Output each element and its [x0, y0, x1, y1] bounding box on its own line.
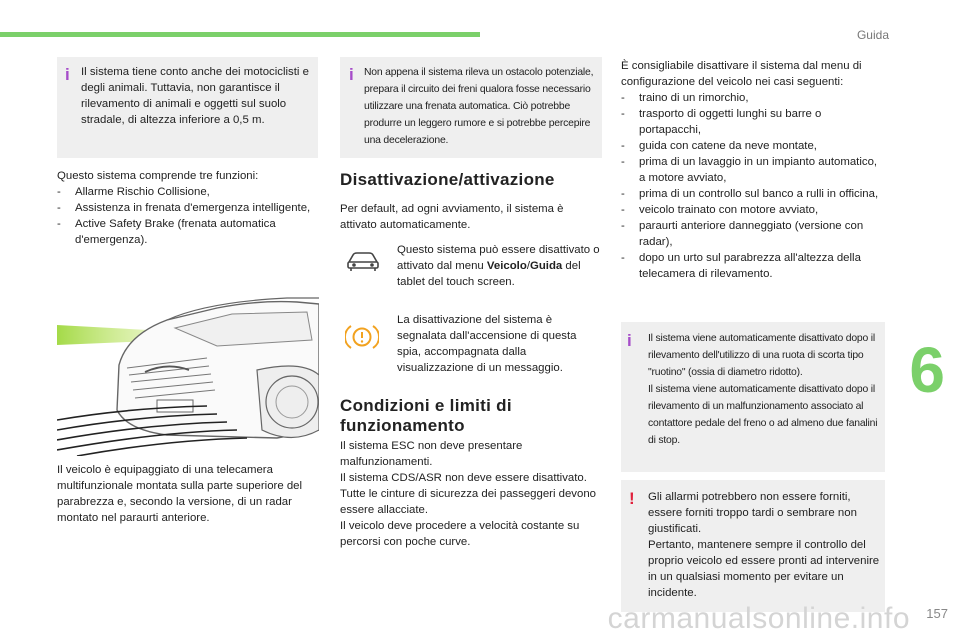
warning-note-text: Gli allarmi potrebbero non essere forniti, essere forniti troppo tardi o sembrare non giustificati. Pertanto, mantenere sempre il controllo del proprio veicolo ed essere pronti ad intervenire in un qualsiasi momento per evitare un incidente. — [648, 491, 880, 599]
list-item: - dopo un urto sul parabrezza all'altezza della telecamera di rilevamento. — [621, 250, 885, 282]
conditions-text — [340, 438, 602, 550]
info-note-text: Non appena il sistema rileva un ostacolo potenziale, prepara il circuito dei freni qualora fosse necessario utilizzare una frenata automatica. Ciò potrebbe produrre un leggero rumore e si potrebbe percepire una decelerazione. — [364, 67, 594, 146]
info-note-text: Il sistema tiene conto anche dei motociclisti e degli animali. Tuttavia, non garantisce il rilevamento di animali e oggetti sul suolo stradale, di altezza inferiore a 0,5 m. — [81, 66, 309, 126]
car-menu-icon — [346, 250, 380, 272]
menu-deactivation-text: Questo sistema può essere disattivato o attivato dal menu Veicolo/Guida del tablet del touch screen. — [397, 244, 600, 288]
condition-line: Il sistema ESC non deve presentare malfunzionamenti. — [340, 440, 523, 468]
condition-line: Il veicolo deve procedere a velocità costante su percorsi con poche curve. — [340, 520, 580, 548]
list-item: - Allarme Rischio Collisione, — [57, 184, 319, 200]
info-icon: i — [627, 331, 632, 350]
info-note-auto-deactivation — [621, 322, 885, 472]
page-number: 157 — [926, 606, 948, 621]
advice-intro: È consigliabile disattivare il sistema dal menu di configurazione del veicolo nei casi seguenti: — [621, 60, 862, 88]
functions-list — [57, 184, 319, 248]
condition-line: Il sistema CDS/ASR non deve essere disattivato. — [340, 472, 587, 484]
list-item: - veicolo trainato con motore avviato, — [621, 202, 885, 218]
disabled-warning-lamp-icon — [345, 322, 379, 352]
top-progress-bar — [0, 32, 480, 37]
heading-conditions: Condizioni e limiti di funzionamento — [340, 396, 512, 435]
lamp-text: La disattivazione del sistema è segnalata dall'accensione di questa spia, accompagnata dalla visualizzazione di un messaggio. — [397, 314, 577, 374]
menu-path-driving: Guida — [529, 260, 563, 272]
info-note-braking — [340, 57, 602, 158]
info-icon: i — [349, 65, 354, 84]
info-note-motorcyclists — [57, 57, 318, 158]
list-item: - paraurti anteriore danneggiato (versione con radar), — [621, 218, 885, 250]
car-radar-illustration — [57, 280, 319, 456]
watermark: carmanualsonline.info — [607, 602, 910, 635]
condition-line: Tutte le cinture di sicurezza dei passeggeri devono essere allacciate. — [340, 488, 597, 516]
warning-note-alerts — [621, 480, 885, 612]
section-title: Guida — [856, 28, 889, 42]
camera-description: Il veicolo è equipaggiato di una telecamera multifunzionale montata sulla parte superiore del parabrezza e, secondo la versione, di un radar montato nel paraurti anteriore. — [57, 464, 303, 524]
advice-block — [621, 58, 885, 282]
list-item: - Assistenza in frenata d'emergenza intelligente, — [57, 200, 319, 216]
heading-deactivation: Disattivazione/attivazione — [340, 170, 555, 189]
info-icon: i — [65, 65, 70, 84]
list-item: - Active Safety Brake (frenata automatica d'emergenza). — [57, 216, 319, 248]
list-item: - guida con catene da neve montate, — [621, 138, 885, 154]
info-note-text: Il sistema viene automaticamente disattivato dopo il rilevamento dell'utilizzo di una ruota di scorta tipo "ruotino" (ossia di diametro ridotto). Il sistema viene automaticamente disattivato dopo il rilevamento di un malfunzionamento associato al contattore pedale del freno o ad almeno due fanalini di stop. — [648, 333, 878, 446]
functions-block — [57, 168, 319, 248]
list-item: - prima di un controllo sul banco a rulli in officina, — [621, 186, 885, 202]
menu-path-vehicle: Veicolo — [486, 260, 527, 272]
advice-list — [621, 90, 885, 282]
functions-intro: Questo sistema comprende tre funzioni: — [57, 170, 259, 182]
list-item: - trasporto di oggetti lunghi su barre o portapacchi, — [621, 106, 885, 138]
warning-icon: ! — [629, 489, 635, 508]
list-item: - prima di un lavaggio in un impianto automatico, a motore avviato, — [621, 154, 885, 186]
list-item: - traino di un rimorchio, — [621, 90, 885, 106]
deactivation-text: Per default, ad ogni avviamento, il sistema è attivato automaticamente. — [340, 203, 564, 231]
chapter-number: 6 — [909, 334, 945, 406]
